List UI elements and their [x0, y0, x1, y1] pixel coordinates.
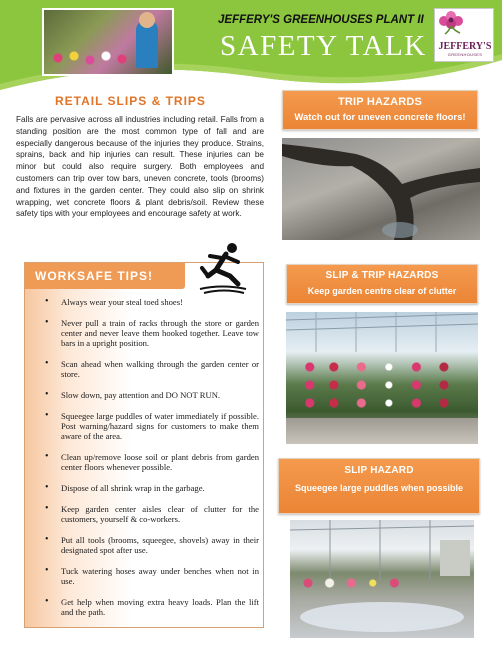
tips-list — [45, 297, 259, 628]
flower-pots — [296, 572, 416, 594]
photo-person-head — [139, 12, 155, 28]
tip-item: • Scan ahead when walking through the garden center or store. — [45, 359, 259, 380]
trip-hazards-subtitle: Watch out for uneven concrete floors! — [294, 112, 466, 123]
slipping-person-icon — [196, 240, 248, 296]
tip-item: • Squeegee large puddles of water immediately if possible. Post warning/hazard signs for customers to make them aware of the area. — [45, 411, 259, 442]
page-title: SAFETY TALK — [220, 30, 427, 62]
flower-bench-row — [296, 360, 468, 374]
logo-text: JEFFERY'S — [438, 41, 492, 52]
greenhouse-frame — [290, 520, 474, 580]
trip-hazards-banner — [282, 90, 478, 130]
greenhouse-floor — [286, 418, 478, 444]
garden-centre-photo — [286, 312, 478, 444]
company-logo — [434, 8, 494, 62]
tip-item: • Put all tools (brooms, squeegee, shovels) away in their designated spot after use. — [45, 535, 259, 556]
photo-flowers — [50, 48, 130, 68]
tip-item: • Never pull a train of racks through the store or garden center and never leave them hooked together. Leave tow bars in a upright position. — [45, 318, 259, 349]
logo-subtext: GREENHOUSES — [447, 52, 483, 57]
plant-name: JEFFERY'S GREENHOUSES PLANT II — [218, 14, 424, 26]
tip-item: • Always wear your steal toed shoes! — [45, 297, 259, 307]
slip-trip-hazards-banner — [286, 264, 478, 304]
header — [0, 0, 502, 92]
tip-item: • Dispose of all shrink wrap in the garbage. — [45, 483, 259, 493]
uneven-concrete-photo — [282, 138, 480, 240]
flower-logo-icon — [435, 9, 467, 35]
header-photo-employee — [42, 8, 174, 76]
tip-item: • Slow down, pay attention and DO NOT RUN. — [45, 390, 259, 400]
greenhouse-roof — [286, 312, 478, 352]
intro-paragraph: Falls are pervasive across all industries including retail. Falls from a standing position are the most common type of fall and are especially dangerous because of the injuries they produce. Strains, sprains, back and hip injuries can result. These injuries can be minor but could also require surgery. Both employees and customers can trip over tow bars, uneven concrete, tools (brooms) and fixtures in the garden center. They could also slip on shrink wrapping, wet concrete floors & plant debris/soil. Review these safety tips with your employees and encourage safety at work. — [16, 115, 264, 219]
flower-bench-row — [296, 378, 468, 392]
slip-trip-hazards-subtitle: Keep garden centre clear of clutter — [307, 286, 457, 296]
tip-item: • Get help when moving extra heavy loads. Plan the lift and the path. — [45, 597, 259, 618]
worksafe-title: WORKSAFE TIPS! — [35, 269, 153, 283]
worksafe-tips-box — [24, 262, 264, 628]
concrete-crack — [282, 138, 480, 240]
retail-section-title: RETAIL SLIPS & TRIPS — [55, 94, 206, 108]
wet-floor-photo — [290, 520, 474, 638]
trip-hazards-title: TRIP HAZARDS — [337, 96, 423, 108]
flower-bench-row — [296, 396, 468, 410]
tip-item: • Tuck watering hoses away under benches when not in use. — [45, 566, 259, 587]
slip-hazard-title: SLIP HAZARD — [344, 465, 414, 476]
water-puddle — [300, 602, 464, 632]
tip-item: • Keep garden center aisles clear of clutter for the customers, yourself & co-workers. — [45, 504, 259, 525]
slip-hazard-banner — [278, 458, 480, 514]
slip-hazard-subtitle: Squeegee large puddles when possible — [294, 483, 464, 493]
slip-trip-hazards-title: SLIP & TRIP HAZARDS — [325, 270, 439, 281]
worksafe-header — [25, 263, 185, 289]
tip-item: • Clean up/remove loose soil or plant debris from garden center floors whenever possible. — [45, 452, 259, 473]
